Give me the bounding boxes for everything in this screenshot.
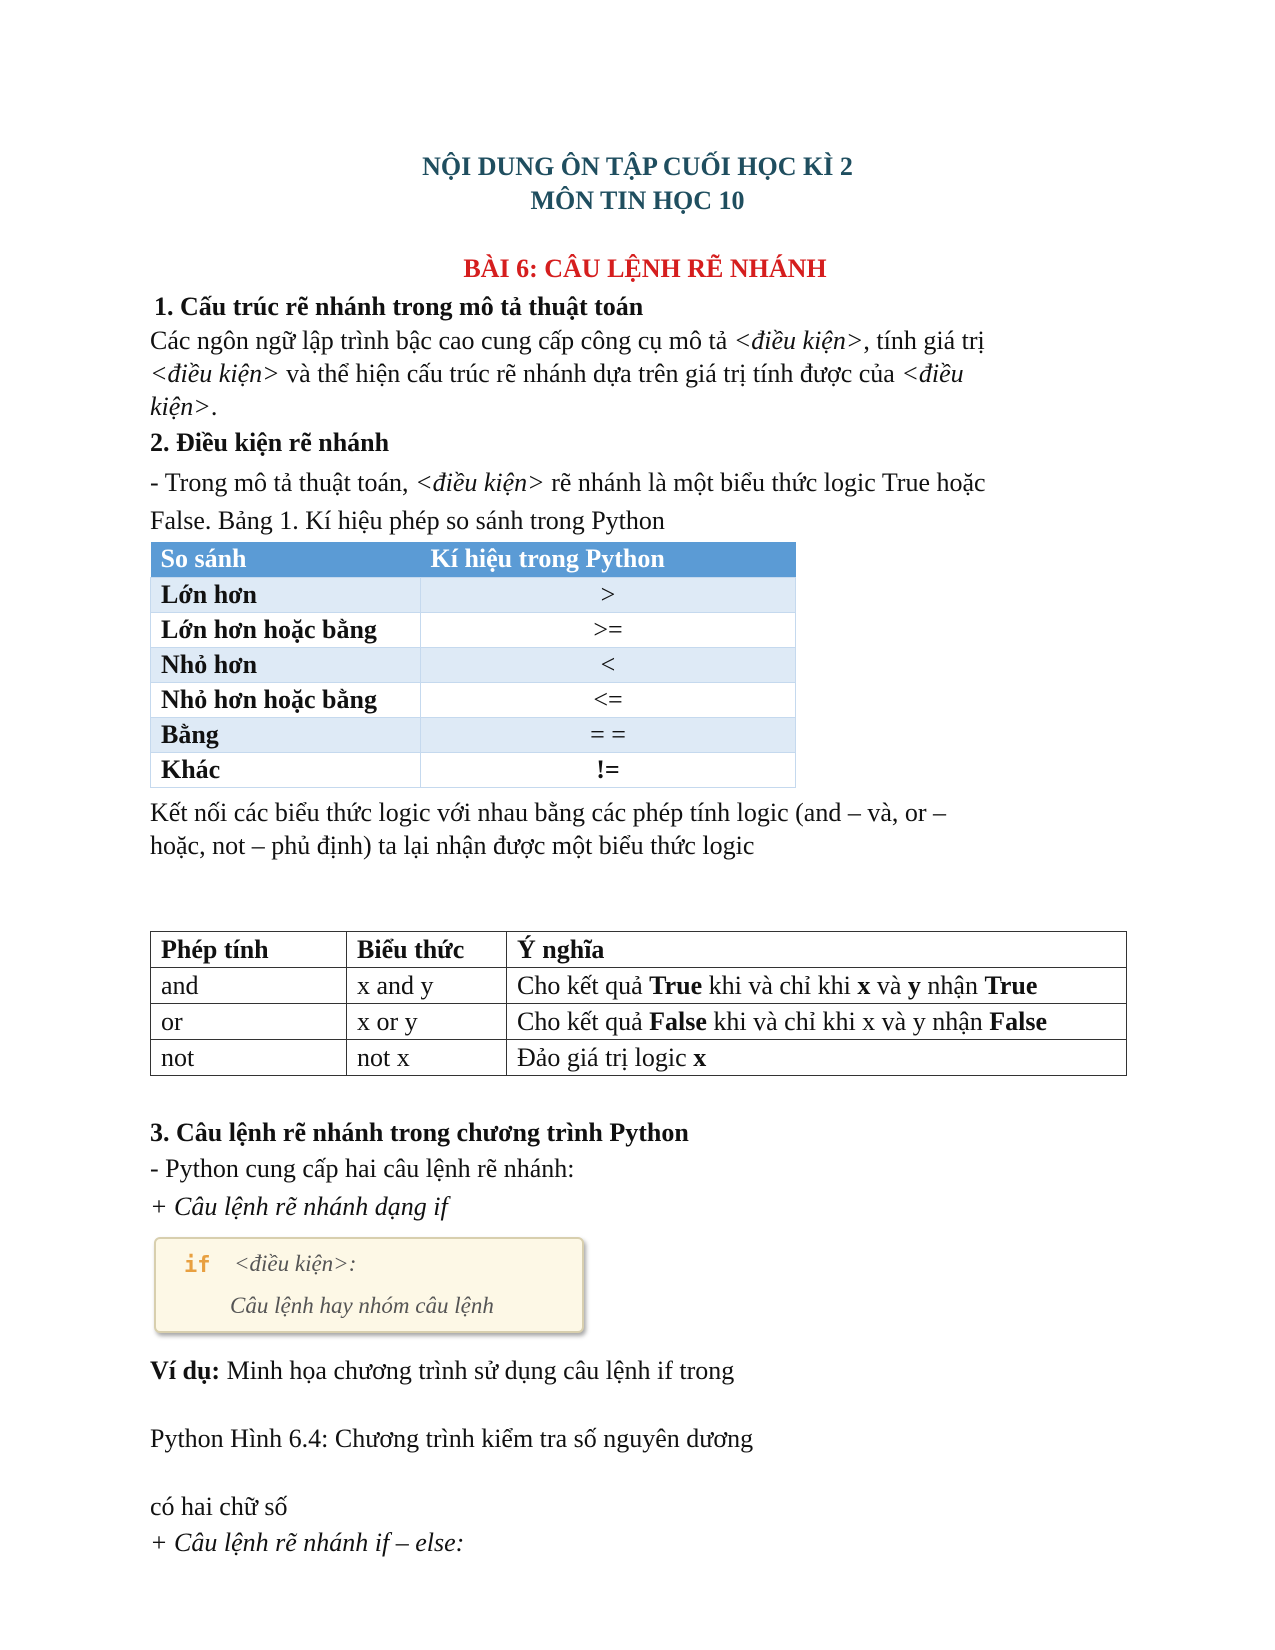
logic-operator-table bbox=[150, 931, 1127, 1076]
figure-caption-line1: Python Hình 6.4: Chương trình kiểm tra số nguyên dương bbox=[150, 1424, 754, 1453]
section1-paragraph: Các ngôn ngữ lập trình bậc cao cung cấp công cụ mô tả <điều kiện>, tính giá trị <điều kiện> và thể hiện cấu trúc rẽ nhánh dựa trên giá trị tính được của <điều kiện>. bbox=[150, 326, 985, 421]
if-else-label: + Câu lệnh rẽ nhánh if – else: bbox=[150, 1528, 465, 1557]
logic-header: Biểu thức bbox=[347, 932, 507, 968]
comparison-header: So sánh bbox=[151, 542, 421, 577]
if-body: Câu lệnh hay nhóm câu lệnh bbox=[230, 1293, 494, 1318]
section3-heading: 3. Câu lệnh rẽ nhánh trong chương trình Python bbox=[150, 1118, 689, 1147]
table-row: and x and y Cho kết quả True khi và chỉ khi x và y nhận True bbox=[151, 968, 1127, 1004]
if-statement-label: + Câu lệnh rẽ nhánh dạng if bbox=[150, 1192, 448, 1221]
table-row: Nhỏ hơn hoặc bằng <= bbox=[151, 682, 796, 717]
if-condition: <điều kiện>: bbox=[234, 1251, 357, 1276]
if-keyword: if bbox=[184, 1253, 211, 1278]
logic-header: Phép tính bbox=[151, 932, 347, 968]
logic-connect-paragraph: Kết nối các biểu thức logic với nhau bằng các phép tính logic (and – và, or – hoặc, not – phủ định) ta lại nhận được một biểu thức logic bbox=[150, 798, 947, 860]
section2-paragraph: - Trong mô tả thuật toán, <điều kiện> rẽ nhánh là một biểu thức logic True hoặc False. Bảng 1. Kí hiệu phép so sánh trong Python bbox=[150, 468, 986, 535]
lesson-title: BÀI 6: CÂU LỆNH RẼ NHÁNH bbox=[463, 254, 827, 283]
section1-heading: 1. Cấu trúc rẽ nhánh trong mô tả thuật toán bbox=[154, 292, 644, 321]
table-row: Lớn hơn hoặc bằng >= bbox=[151, 612, 796, 647]
logic-header: Ý nghĩa bbox=[507, 932, 1127, 968]
table-row: or x or y Cho kết quả False khi và chỉ khi x và y nhận False bbox=[151, 1004, 1127, 1040]
table-row: Lớn hơn > bbox=[151, 577, 796, 612]
section3-intro: - Python cung cấp hai câu lệnh rẽ nhánh: bbox=[150, 1154, 575, 1183]
comparison-header: Kí hiệu trong Python bbox=[421, 542, 796, 577]
if-syntax-box bbox=[154, 1237, 584, 1333]
example-line: Ví dụ: Minh họa chương trình sử dụng câu lệnh if trong bbox=[150, 1356, 735, 1385]
doc-title-line1: NỘI DUNG ÔN TẬP CUỐI HỌC KÌ 2 bbox=[422, 152, 853, 181]
figure-caption-line2: có hai chữ số bbox=[150, 1492, 288, 1521]
section2-heading: 2. Điều kiện rẽ nhánh bbox=[150, 428, 390, 457]
table-row: Bằng = = bbox=[151, 717, 796, 752]
table-row: Khác != bbox=[151, 752, 796, 787]
table-row: not not x Đảo giá trị logic x bbox=[151, 1040, 1127, 1076]
table-row: Nhỏ hơn < bbox=[151, 647, 796, 682]
comparison-table bbox=[150, 542, 796, 788]
doc-title-line2: MÔN TIN HỌC 10 bbox=[530, 186, 745, 215]
